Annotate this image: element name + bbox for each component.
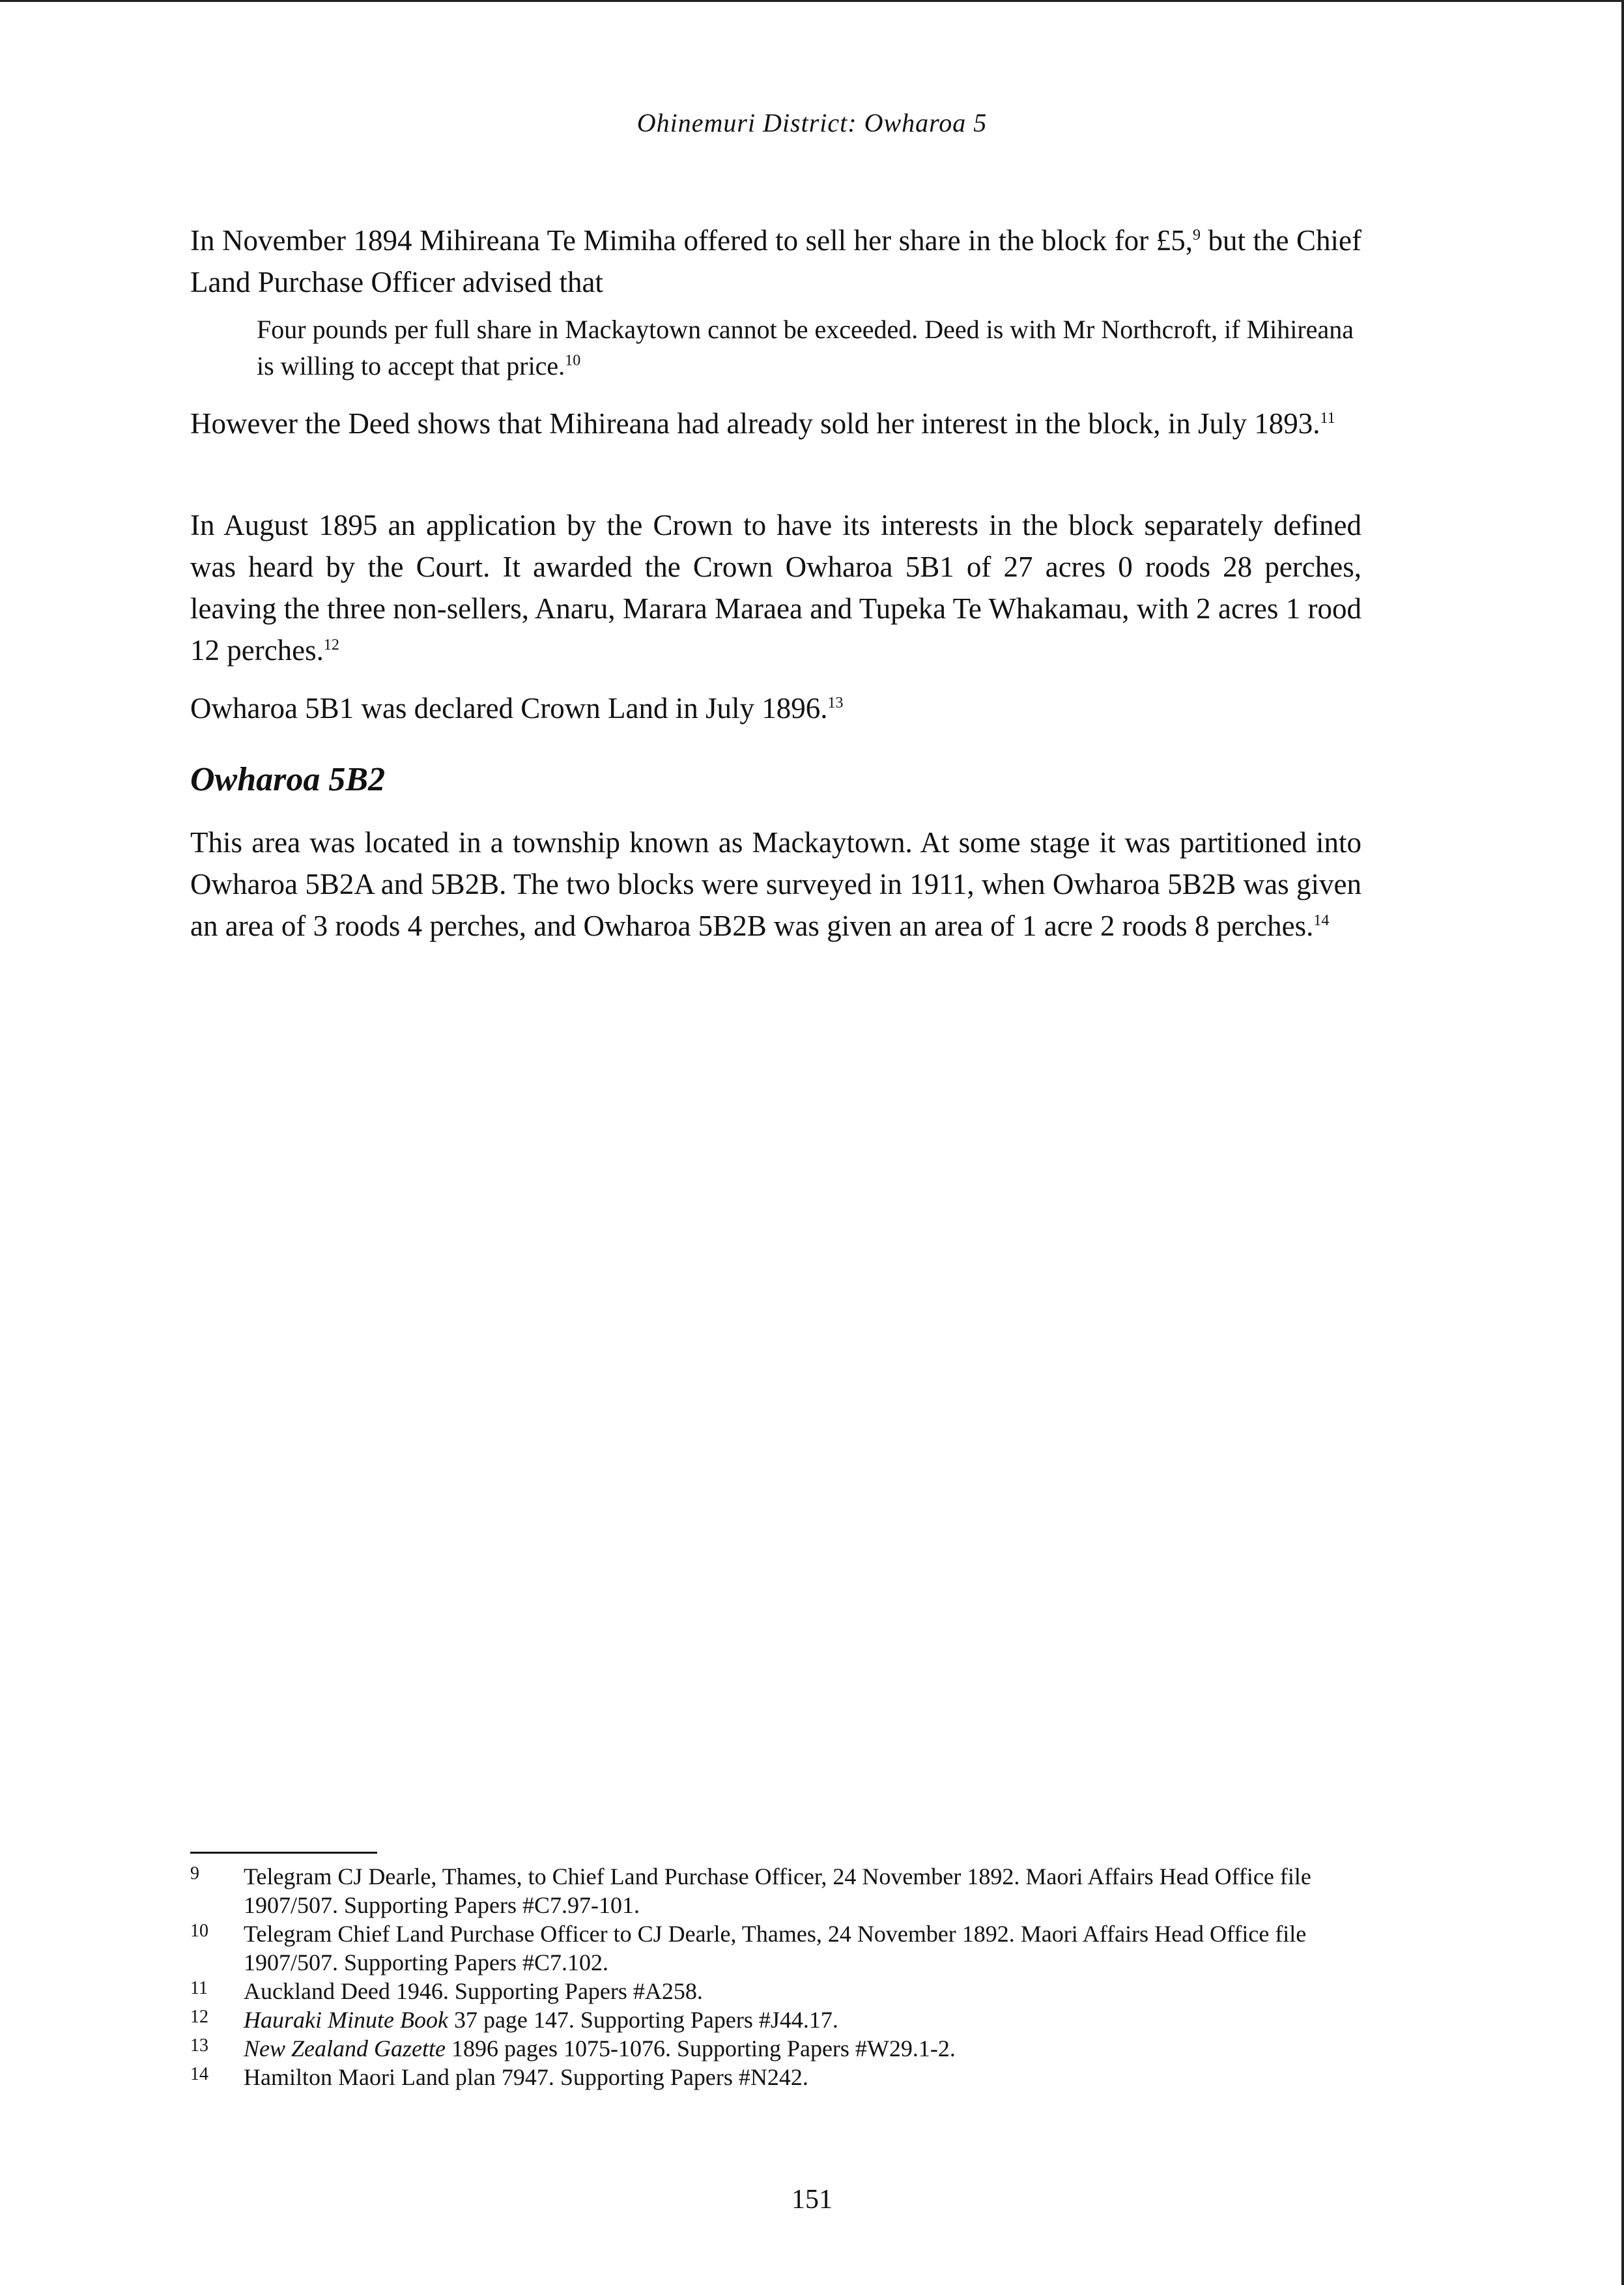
footnotes-list: [190, 1862, 1363, 2091]
footnote-text: 37 page 147. Supporting Papers #J44.17.: [448, 2007, 838, 2033]
footnote-item: [190, 1862, 1363, 1919]
page-border-right: [1621, 0, 1624, 2285]
footnote-item: [190, 1977, 1363, 2005]
footnote-ref-13[interactable]: 13: [827, 695, 844, 711]
block-quote: [257, 311, 1361, 384]
paragraph-mackaytown: [190, 822, 1361, 947]
footnote-source-title: New Zealand Gazette: [244, 2035, 446, 2062]
footnote-number: 14: [190, 2064, 208, 2084]
footnote-text: Hamilton Maori Land plan 7947. Supporting Papers #N242.: [244, 2064, 808, 2090]
footnote-text: Telegram Chief Land Purchase Officer to CJ Dearle, Thames, 24 November 1892. Maori Affairs Head Office file 1907/507. Supporting Papers #C7.102.: [244, 1921, 1307, 1976]
footnote-number: 9: [190, 1863, 199, 1884]
paragraph-mihireana-offer: [190, 220, 1361, 303]
footnote-ref-14[interactable]: 14: [1313, 912, 1330, 929]
paragraph-text: Owharoa 5B1 was declared Crown Land in July 1896.: [190, 692, 828, 725]
footnote-ref-9[interactable]: 9: [1192, 227, 1201, 244]
footnote-item: [190, 1919, 1363, 1977]
footnote-item: [190, 2034, 1363, 2063]
page-border-top: [0, 0, 1624, 2]
running-header: Ohinemuri District: Owharoa 5: [636, 108, 988, 137]
footnote-number: 11: [190, 1978, 208, 1998]
paragraph-text: In August 1895 an application by the Crown to have its interests in the block separately defined was heard by the Court. It awarded the Crown Owharoa 5B1 of 27 acres 0 roods 28 perches, leaving the three non-sellers, Anaru, Marara Maraea and Tupeka Te Whakamau, with 2 acres 1 rood 12 perches.: [190, 509, 1361, 667]
paragraph-text: In November 1894 Mihireana Te Mimiha offered to sell her share in the block for £5,: [190, 224, 1193, 257]
footnote-separator: [190, 1852, 377, 1854]
paragraph-court-award: [190, 504, 1361, 671]
footnote-number: 12: [190, 2007, 208, 2027]
quote-text: Four pounds per full share in Mackaytown cannot be exceeded. Deed is with Mr Northcroft, if Mihireana is willing to accept that price.: [257, 315, 1354, 381]
paragraph-crown-land: [190, 687, 1361, 729]
paragraph-text-continued: but the Chief Land Purchase Officer advised that: [190, 224, 1361, 298]
footnote-number: 13: [190, 2035, 208, 2056]
paragraph-text: However the Deed shows that Mihireana had already sold her interest in the block, in July 1893.: [190, 407, 1320, 440]
footnote-text: Auckland Deed 1946. Supporting Papers #A258.: [244, 1978, 703, 2004]
page-number: 151: [791, 2185, 833, 2215]
footnote-item: [190, 2005, 1363, 2034]
footnote-ref-10[interactable]: 10: [565, 352, 581, 369]
footnote-ref-11[interactable]: 11: [1320, 410, 1335, 427]
section-heading: Owharoa 5B2: [190, 761, 386, 798]
footnote-text: 1896 pages 1075-1076. Supporting Papers #W29.1-2.: [445, 2035, 956, 2062]
footnote-source-title: Hauraki Minute Book: [244, 2007, 448, 2033]
footnote-number: 10: [190, 1921, 208, 1941]
footnote-text: Telegram CJ Dearle, Thames, to Chief Land Purchase Officer, 24 November 1892. Maori Affairs Head Office file 1907/507. Supporting Papers #C7.97-101.: [244, 1863, 1311, 1918]
paragraph-deed: [190, 403, 1361, 444]
footnote-item: [190, 2063, 1363, 2091]
paragraph-text: This area was located in a township known as Mackaytown. At some stage it was partitioned into Owharoa 5B2A and 5B2B. The two blocks were surveyed in 1911, when Owharoa 5B2B was given an area of 3 roods 4 perches, and Owharoa 5B2B was given an area of 1 acre 2 roods 8 perches.: [190, 826, 1361, 942]
footnote-ref-12[interactable]: 12: [323, 637, 339, 654]
